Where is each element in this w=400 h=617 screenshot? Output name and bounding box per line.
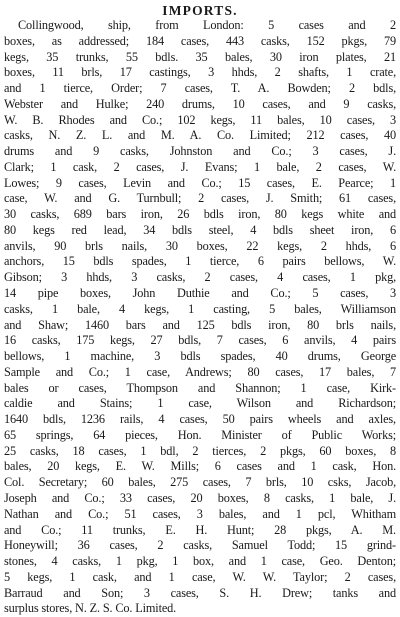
article-line: stones, 4 casks, 1 pkg, 1 box, and 1 case, Geo. Denton; — [4, 554, 396, 569]
article-line: and Co.; 11 trunks, E. H. Hunt; 28 pkgs, A. M. — [4, 522, 396, 537]
article-line: anvils, 90 brls nails, 30 boxes, 22 kegs, 2 hhds, 6 — [4, 238, 396, 253]
article-line: Barraud and Son; 3 cases, S. H. Drew; tanks and — [4, 585, 396, 600]
article-line: Nathan and Co.; 51 cases, 3 bales, and 1 pcl, Whitham — [4, 506, 396, 521]
article-line: bales, 20 kegs, E. W. Mills; 6 cases and 1 cask, Hon. — [4, 459, 396, 474]
article-line: casks, 1 bale, 4 kegs, 1 casting, 5 bales, Williamson — [4, 301, 396, 316]
article-heading: IMPORTS. — [162, 3, 238, 18]
article-line: case, W. and G. Turnbull; 2 cases, J. Smith; 61 cases, — [4, 191, 396, 206]
article-line: 25 casks, 18 cases, 1 bdl, 2 tierces, 2 pkgs, 60 boxes, 8 — [4, 443, 396, 458]
article-line: Lowes; 9 cases, Levin and Co.; 15 cases, E. Pearce; 1 — [4, 175, 396, 190]
article-line: Collingwood, ship, from London: 5 cases and 2 — [18, 18, 396, 32]
article-line: Col. Secretary; 60 bales, 275 cases, 7 brls, 10 csks, Jacob, — [4, 475, 396, 490]
article-line: Clark; 1 cask, 2 cases, J. Evans; 1 bale, 2 cases, W. — [4, 159, 396, 174]
article-line: and 1 tierce, Order; 7 cases, T. A. Bowden; 2 bdls, — [4, 81, 396, 96]
article-line: Joseph and Co.; 33 cases, 20 boxes, 8 casks, 1 bale, J. — [4, 490, 396, 505]
article-line: 14 pipe boxes, John Duthie and Co.; 5 cases, 3 — [4, 286, 396, 301]
article-line: 1640 bdls, 1236 rails, 4 cases, 50 pairs wheels and axles, — [4, 412, 396, 427]
article-line: anchors, 15 bdls spades, 1 tierce, 6 pairs bellows, W. — [4, 254, 396, 269]
article-line: 30 casks, 689 bars iron, 26 bdls iron, 80 kegs white and — [4, 207, 396, 222]
article-line: surplus stores, N. Z. S. Co. Limited. — [4, 601, 177, 616]
article-line: boxes, 11 brls, 17 castings, 3 hhds, 2 shafts, 1 crate, — [4, 65, 396, 80]
article-line: 80 kegs red lead, 34 bdls steel, 4 bdls sheet iron, 6 — [4, 222, 396, 237]
article-line: bellows, 1 machine, 3 bdls spades, 40 drums, George — [4, 349, 396, 364]
article-line: Sample and Co.; 1 case, Andrews; 80 cases, 17 bales, 7 — [4, 364, 396, 379]
article-line: drums and 9 casks, Johnston and Co.; 3 cases, J. — [4, 144, 396, 159]
article-line: Webster and Hulke; 240 drums, 10 cases, and 9 casks, — [4, 96, 396, 111]
article-body — [4, 18, 396, 617]
article-line: Honeywill; 36 cases, 2 casks, Samuel Todd; 15 grind- — [4, 538, 396, 553]
article-line: 5 kegs, 1 cask, and 1 case, W. W. Taylor; 2 cases, — [4, 569, 396, 584]
article-line: boxes, as addressed; 184 cases, 443 casks, 152 pkgs, 79 — [4, 33, 396, 48]
article-line: kegs, 35 trunks, 55 bdls. 35 bales, 30 iron plates, 21 — [4, 49, 396, 64]
article-line: 65 springs, 64 pieces, Hon. Minister of Public Works; — [4, 427, 396, 442]
article-line: and Shaw; 1460 bars and 125 bdls iron, 80 brls nails, — [4, 317, 396, 332]
article-line: W. B. Rhodes and Co.; 102 kegs, 11 bales, 10 cases, 3 — [4, 112, 396, 127]
article-line: casks, N. Z. L. and M. A. Co. Limited; 212 cases, 40 — [4, 128, 396, 143]
article-line: 16 casks, 175 kegs, 27 bdls, 7 cases, 6 anvils, 4 pairs — [4, 333, 396, 348]
article-line: caldie and Stains; 1 case, Wilson and Richardson; — [4, 396, 396, 411]
article-line: Gibson; 3 hhds, 3 casks, 2 cases, 4 cases, 1 pkg, — [4, 270, 396, 285]
article-line: bales or cases, Thompson and Shannon; 1 case, Kirk- — [4, 380, 396, 395]
